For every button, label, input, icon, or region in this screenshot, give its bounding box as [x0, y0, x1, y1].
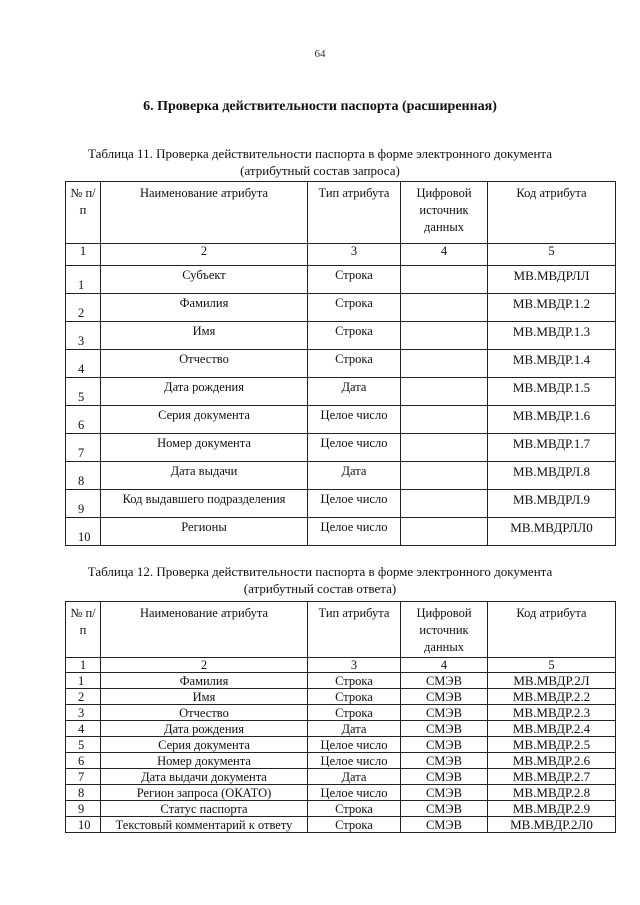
- cell-source: СМЭВ: [401, 737, 488, 753]
- column-number: 2: [101, 244, 308, 266]
- cell-code: МВ.МВДР.1.7: [488, 434, 616, 462]
- cell-name: Отчество: [101, 350, 308, 378]
- table-11-request-attributes: [65, 181, 616, 546]
- cell-source: [401, 266, 488, 294]
- cell-num: 1: [66, 266, 101, 294]
- cell-type: Дата: [308, 378, 401, 406]
- cell-code: МВ.МВДР.1.4: [488, 350, 616, 378]
- cell-type: Строка: [308, 266, 401, 294]
- cell-code: МВ.МВДР.2Л: [488, 673, 616, 689]
- cell-name: Серия документа: [101, 406, 308, 434]
- table-row: [66, 294, 616, 322]
- cell-name: Дата выдачи документа: [101, 769, 308, 785]
- cell-code: МВ.МВДР.2.9: [488, 801, 616, 817]
- column-number: 1: [66, 658, 101, 673]
- cell-source: СМЭВ: [401, 769, 488, 785]
- cell-num: 4: [66, 721, 101, 737]
- table-row: [66, 721, 616, 737]
- table-row: [66, 378, 616, 406]
- cell-type: Целое число: [308, 753, 401, 769]
- cell-code: МВ.МВДРЛЛ0: [488, 518, 616, 546]
- cell-code: МВ.МВДР.2.8: [488, 785, 616, 801]
- cell-num: 4: [66, 350, 101, 378]
- cell-type: Целое число: [308, 785, 401, 801]
- cell-num: 3: [66, 705, 101, 721]
- cell-name: Номер документа: [101, 753, 308, 769]
- table-row: [66, 737, 616, 753]
- cell-name: Регионы: [101, 518, 308, 546]
- cell-code: МВ.МВДР.2Л0: [488, 817, 616, 833]
- page-number: 64: [314, 48, 326, 60]
- cell-code: МВ.МВДР.2.4: [488, 721, 616, 737]
- cell-num: 7: [66, 434, 101, 462]
- cell-code: МВ.МВДР.1.5: [488, 378, 616, 406]
- column-number: 3: [308, 244, 401, 266]
- cell-code: МВ.МВДРЛ.8: [488, 462, 616, 490]
- cell-num: 9: [66, 801, 101, 817]
- cell-source: [401, 490, 488, 518]
- cell-type: Строка: [308, 673, 401, 689]
- header-name: Наименование атрибута: [101, 182, 308, 244]
- table-11-caption-line-1: Таблица 11. Проверка действительности паспорта в форме электронного документа: [87, 146, 553, 161]
- cell-source: СМЭВ: [401, 705, 488, 721]
- cell-type: Целое число: [308, 518, 401, 546]
- table-row: [66, 490, 616, 518]
- table-12-caption: [0, 563, 640, 597]
- cell-type: Целое число: [308, 490, 401, 518]
- cell-type: Строка: [308, 294, 401, 322]
- cell-name: Регион запроса (ОКАТО): [101, 785, 308, 801]
- table-row: [66, 434, 616, 462]
- cell-num: 7: [66, 769, 101, 785]
- cell-name: Имя: [101, 322, 308, 350]
- cell-num: 2: [66, 294, 101, 322]
- cell-type: Строка: [308, 350, 401, 378]
- cell-code: МВ.МВДР.1.6: [488, 406, 616, 434]
- cell-type: Строка: [308, 801, 401, 817]
- table-row: [66, 406, 616, 434]
- table-row: [66, 266, 616, 294]
- cell-code: МВ.МВДР.1.2: [488, 294, 616, 322]
- column-number: 5: [488, 244, 616, 266]
- table-row: [66, 785, 616, 801]
- cell-num: 5: [66, 737, 101, 753]
- cell-num: 9: [66, 490, 101, 518]
- cell-num: 8: [66, 462, 101, 490]
- cell-code: МВ.МВДР.2.7: [488, 769, 616, 785]
- cell-type: Строка: [308, 689, 401, 705]
- header-name: Наименование атрибута: [101, 602, 308, 658]
- table-header-row: [66, 182, 616, 244]
- table-row: [66, 673, 616, 689]
- table-12-caption-line-1: Таблица 12. Проверка действительности паспорта в форме электронного документа: [87, 564, 553, 579]
- table-11-caption: [0, 145, 640, 179]
- cell-type: Строка: [308, 817, 401, 833]
- table-11-caption-line-2: (атрибутный состав запроса): [240, 163, 400, 178]
- table-row: [66, 753, 616, 769]
- header-type: Тип атрибута: [308, 602, 401, 658]
- cell-name: Дата выдачи: [101, 462, 308, 490]
- cell-num: 2: [66, 689, 101, 705]
- cell-source: СМЭВ: [401, 689, 488, 705]
- cell-type: Целое число: [308, 434, 401, 462]
- cell-num: 10: [66, 518, 101, 546]
- cell-type: Дата: [308, 721, 401, 737]
- table-row: [66, 689, 616, 705]
- cell-source: [401, 350, 488, 378]
- cell-name: Фамилия: [101, 673, 308, 689]
- cell-name: Отчество: [101, 705, 308, 721]
- cell-source: СМЭВ: [401, 673, 488, 689]
- cell-code: МВ.МВДР.2.5: [488, 737, 616, 753]
- column-number: 3: [308, 658, 401, 673]
- header-source: Цифровой источник данных: [401, 182, 488, 244]
- header-code: Код атрибута: [488, 602, 616, 658]
- table-row: [66, 769, 616, 785]
- header-source: Цифровой источник данных: [401, 602, 488, 658]
- cell-source: СМЭВ: [401, 817, 488, 833]
- column-number: 4: [401, 244, 488, 266]
- cell-type: Строка: [308, 705, 401, 721]
- cell-source: [401, 406, 488, 434]
- cell-num: 6: [66, 753, 101, 769]
- cell-name: Статус паспорта: [101, 801, 308, 817]
- cell-source: СМЭВ: [401, 801, 488, 817]
- table-12-response-attributes: [65, 601, 616, 833]
- cell-code: МВ.МВДРЛЛ: [488, 266, 616, 294]
- column-number-row: [66, 244, 616, 266]
- cell-name: Код выдавшего подразделения: [101, 490, 308, 518]
- header-num: № п/п: [66, 182, 101, 244]
- cell-source: [401, 462, 488, 490]
- header-code: Код атрибута: [488, 182, 616, 244]
- cell-name: Дата рождения: [101, 378, 308, 406]
- cell-type: Строка: [308, 322, 401, 350]
- table-row: [66, 462, 616, 490]
- cell-code: МВ.МВДР.2.3: [488, 705, 616, 721]
- cell-source: СМЭВ: [401, 785, 488, 801]
- cell-source: СМЭВ: [401, 721, 488, 737]
- table-row: [66, 350, 616, 378]
- table-row: [66, 817, 616, 833]
- cell-type: Дата: [308, 462, 401, 490]
- cell-source: [401, 294, 488, 322]
- cell-type: Целое число: [308, 406, 401, 434]
- cell-code: МВ.МВДР.2.6: [488, 753, 616, 769]
- table-row: [66, 801, 616, 817]
- cell-name: Дата рождения: [101, 721, 308, 737]
- header-type: Тип атрибута: [308, 182, 401, 244]
- cell-code: МВ.МВДР.2.2: [488, 689, 616, 705]
- cell-source: [401, 434, 488, 462]
- column-number: 4: [401, 658, 488, 673]
- section-title: 6. Проверка действительности паспорта (расширенная): [143, 99, 497, 114]
- column-number: 2: [101, 658, 308, 673]
- column-number: 1: [66, 244, 101, 266]
- cell-code: МВ.МВДР.1.3: [488, 322, 616, 350]
- cell-name: Имя: [101, 689, 308, 705]
- cell-name: Текстовый комментарий к ответу: [101, 817, 308, 833]
- table-header-row: [66, 602, 616, 658]
- cell-type: Целое число: [308, 737, 401, 753]
- cell-num: 1: [66, 673, 101, 689]
- cell-source: [401, 378, 488, 406]
- table-row: [66, 518, 616, 546]
- table-row: [66, 705, 616, 721]
- cell-name: Серия документа: [101, 737, 308, 753]
- cell-name: Фамилия: [101, 294, 308, 322]
- cell-code: МВ.МВДРЛ.9: [488, 490, 616, 518]
- cell-num: 10: [66, 817, 101, 833]
- cell-type: Дата: [308, 769, 401, 785]
- cell-source: СМЭВ: [401, 753, 488, 769]
- header-num: № п/п: [66, 602, 101, 658]
- table-12-caption-line-2: (атрибутный состав ответа): [243, 581, 397, 596]
- column-number-row: [66, 658, 616, 673]
- cell-num: 8: [66, 785, 101, 801]
- cell-name: Субъект: [101, 266, 308, 294]
- cell-name: Номер документа: [101, 434, 308, 462]
- cell-num: 3: [66, 322, 101, 350]
- cell-source: [401, 322, 488, 350]
- cell-num: 5: [66, 378, 101, 406]
- table-row: [66, 322, 616, 350]
- cell-source: [401, 518, 488, 546]
- column-number: 5: [488, 658, 616, 673]
- cell-num: 6: [66, 406, 101, 434]
